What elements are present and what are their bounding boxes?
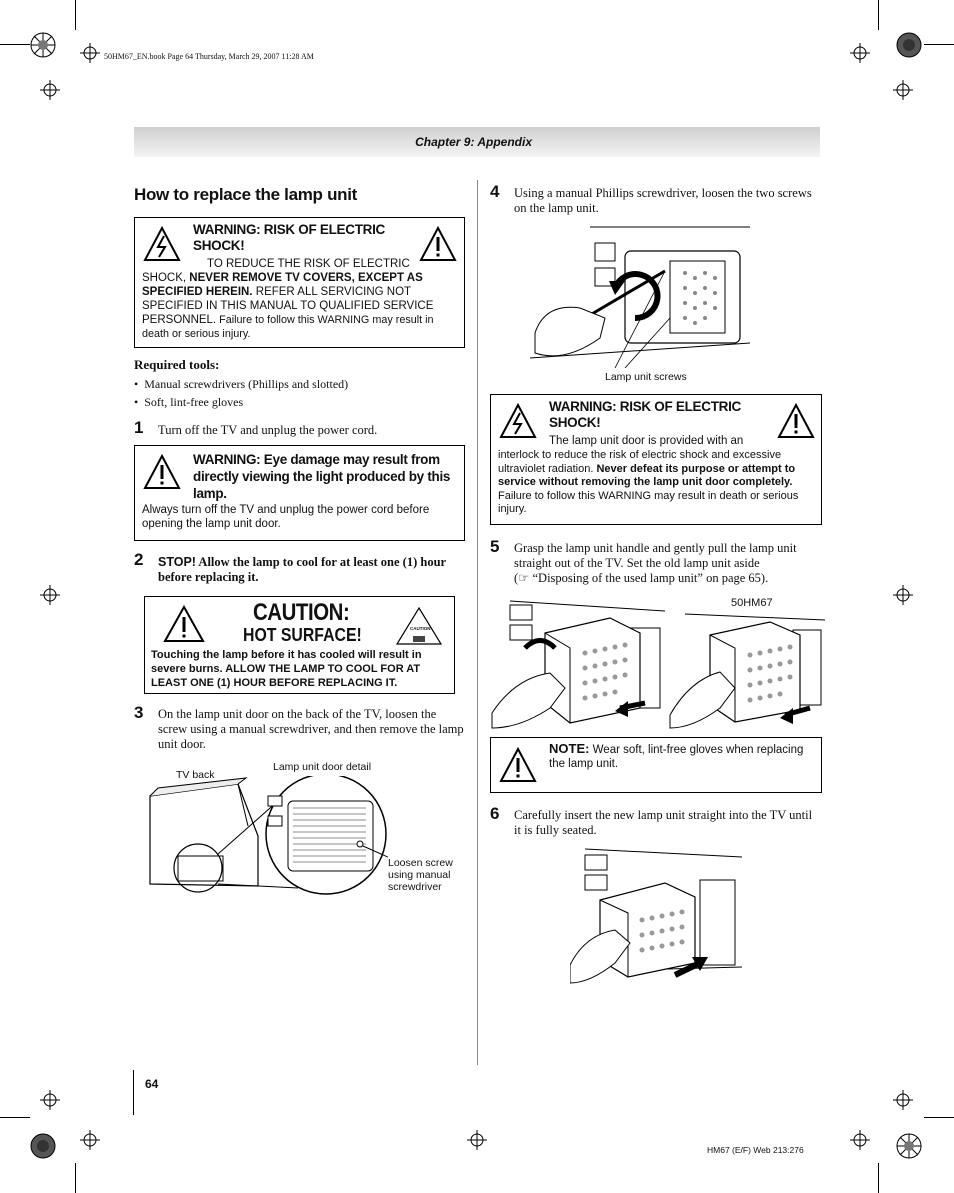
note-body: Wear soft, lint-free gloves when replacing the lamp unit. [549,744,804,770]
color-target-icon [30,32,56,58]
tool-item: • Soft, lint-free gloves [134,395,244,409]
crop-mark [0,44,30,45]
chapter-title: Chapter 9: Appendix [415,135,532,149]
warning-bold-text: Never defeat its purpose or attempt to service without removing the lamp unit door completely. [498,462,796,488]
color-target-icon [896,1133,922,1159]
warning-line: TO REDUCE THE RISK OF ELECTRIC [207,258,410,270]
caution-title: CAUTION: [253,599,350,626]
tool-item-text: Soft, lint-free gloves [144,395,244,409]
crop-mark [924,44,954,45]
step-text [514,541,819,586]
crop-mark [0,1117,30,1118]
note-text [549,742,809,771]
lamp-insertion-illustration [570,845,742,985]
registration-mark-icon [80,1130,100,1150]
tool-item-text: Manual screwdrivers (Phillips and slotted) [144,377,349,391]
warning-text-part: interlock to reduce the risk of electric shock and excessive ultraviolet radiation. [498,449,782,475]
required-tools-heading: Required tools: [134,357,220,372]
exclamation-warning-icon [419,226,457,262]
registration-mark-icon [40,585,60,605]
step-text: Carefully insert the new lamp unit straight into the TV until it is fully seated. [514,808,813,837]
crop-mark [924,1117,954,1118]
lamp-removal-left-illustration [490,593,665,731]
note-box [490,737,822,793]
warning-text-part: SHOCK, [142,272,190,284]
caution-subtitle: HOT SURFACE! [243,625,362,645]
step-text-part: Allow the lamp to cool for at least one (1) hour before replacing it. [158,555,446,584]
step-text [158,555,464,585]
color-target-icon [896,32,922,58]
page-number-rule [133,1070,134,1115]
registration-mark-icon [40,80,60,100]
warning-text-part: REFER ALL SERVICING NOT SPECIFIED IN THIS MANUAL TO QUALIFIED SERVICE PERSONNEL. [142,286,434,326]
tv-back-illustration [138,776,388,896]
section-title: How to replace the lamp unit [134,185,358,204]
step-number: 5 [490,537,500,556]
electric-shock-icon [499,403,537,439]
step-number: 3 [134,703,144,722]
exclamation-warning-icon [499,747,537,783]
step-text: Turn off the TV and unplug the power cord. [158,423,378,437]
footer-code: HM67 (E/F) Web 213:276 [707,1145,804,1155]
warning-bold-text: NEVER REMOVE TV COVERS, EXCEPT AS SPECIFIED HEREIN. [142,272,423,298]
lamp-screws-illustration [525,223,750,368]
page-number: 64 [145,1077,159,1091]
warning-text-part: Failure to follow this WARNING may result in death or serious injury. [142,314,434,340]
registration-mark-icon [893,80,913,100]
note-label: NOTE: [549,741,590,756]
eye-warning-box [134,445,465,541]
crop-mark [75,1163,76,1193]
warning-text: Always turn off the TV and unplug the power cord before opening the lamp unit door. [142,504,430,530]
exclamation-warning-icon [163,605,205,643]
step-number: 6 [490,804,500,823]
step-number: 1 [134,418,144,437]
registration-mark-icon [467,1130,487,1150]
warning-line: The lamp unit door is provided with an [549,435,744,447]
step-text: On the lamp unit door on the back of the TV, loosen the screw using a manual screwdriver, and then remove the lamp unit door. [158,707,464,751]
crop-mark [878,1163,879,1193]
registration-mark-icon [80,43,100,63]
caption-lamp-screws: Lamp unit screws [605,371,687,383]
registration-mark-icon [40,1090,60,1110]
exclamation-warning-icon [777,403,815,439]
warning-text-part: Failure to follow this WARNING may result in death or serious injury. [498,489,799,515]
chapter-header [134,127,820,157]
caption-tv-back: TV back [176,769,215,781]
warning-title: WARNING: RISK OF ELECTRIC SHOCK! [193,222,385,253]
caution-bold-text: Touching the lamp before it has cooled will result in severe burns. [151,649,422,675]
exclamation-warning-icon [143,454,181,490]
color-target-icon [30,1133,56,1159]
caption-door-detail: Lamp unit door detail [273,761,372,773]
step-number: 4 [490,182,500,201]
page-reference: (☞ “Disposing of the used lamp unit” on page 65). [514,571,769,585]
warning-text [498,449,816,517]
file-info: 50HM67_EN.book Page 64 Thursday, March 29, 2007 11:28 AM [104,52,314,61]
lamp-removal-right-illustration [665,610,825,732]
warning-title: WARNING: RISK OF ELECTRIC SHOCK! [549,399,741,430]
step-text-part: Grasp the lamp unit handle and gently pull the lamp unit straight out of the TV. Set the old lamp unit aside [514,541,797,570]
crop-mark [878,0,879,30]
step-text: Using a manual Phillips screwdriver, loosen the two screws on the lamp unit. [514,186,812,215]
registration-mark-icon [893,1090,913,1110]
shock-warning-box [134,217,465,348]
stop-label: STOP! [158,555,196,569]
step-number: 2 [134,550,144,569]
tool-item: • Manual screwdrivers (Phillips and slotted) [134,377,349,391]
warning-title: WARNING: Eye damage may result from directly viewing the light produced by this lamp. [193,452,451,501]
caution-caps-text: ALLOW THE LAMP TO COOL FOR AT LEAST ONE (1) HOUR BEFORE REPLACING IT. [151,663,421,689]
caution-label-icon [395,606,443,646]
caution-text [151,648,447,690]
caution-box [144,596,455,694]
registration-mark-icon [850,43,870,63]
electric-shock-icon [143,226,181,262]
interlock-warning-box [490,394,822,525]
model-label: 50HM67 [731,597,773,609]
column-divider [477,180,478,1065]
registration-mark-icon [893,585,913,605]
caution-label-text: CAUTION [410,626,431,631]
warning-text [142,271,460,341]
caption-loosen-screw: Loosen screw using manual screwdriver [388,857,453,893]
registration-mark-icon [850,1130,870,1150]
crop-mark [75,0,76,30]
